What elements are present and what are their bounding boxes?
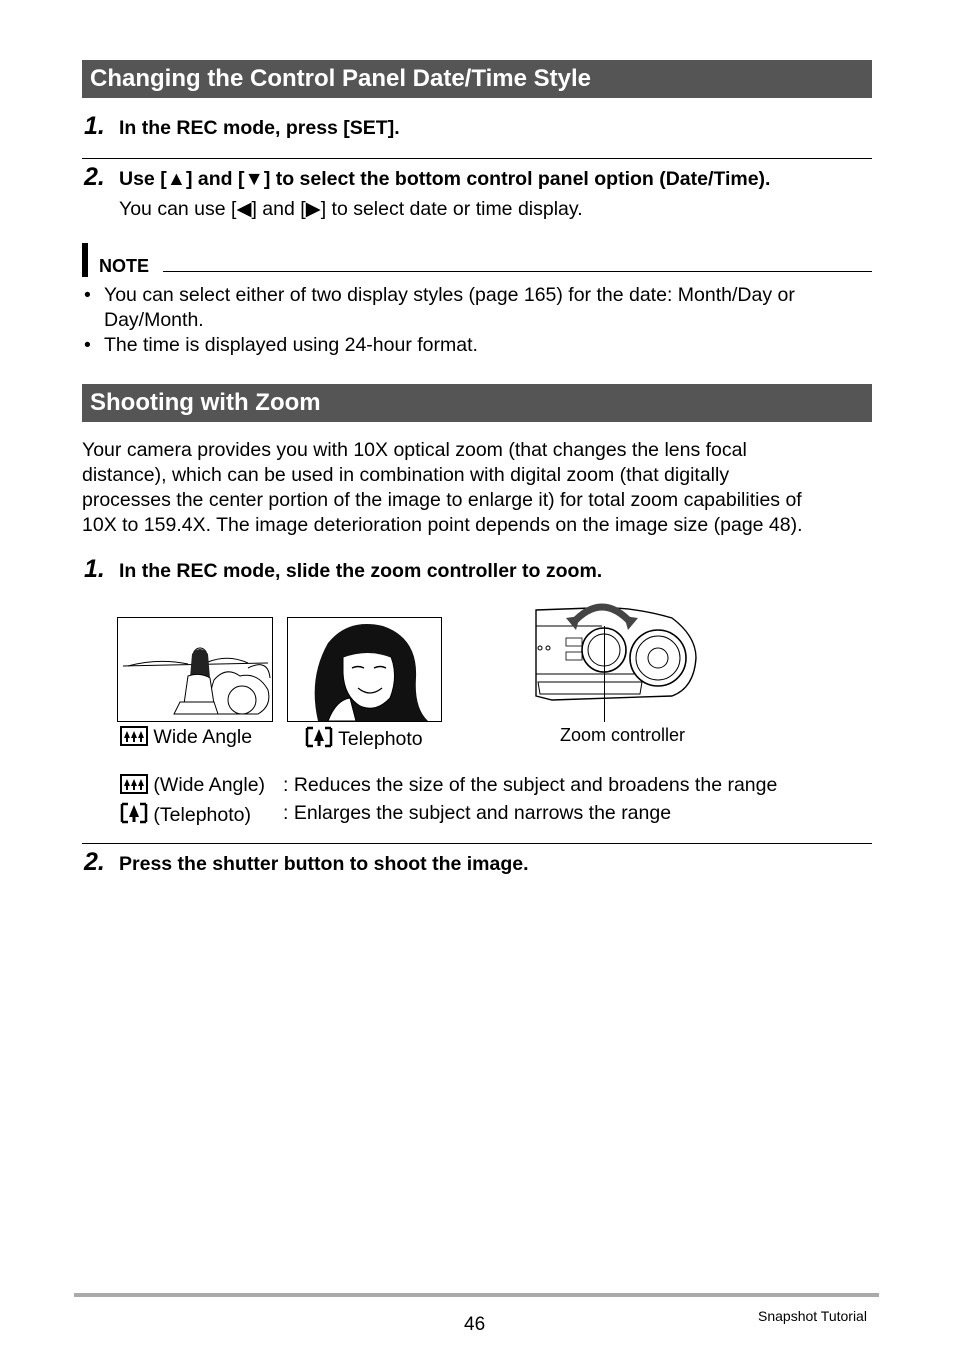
legend-telephoto: (Telephoto) xyxy=(120,802,251,827)
telephoto-portrait-icon xyxy=(288,618,441,721)
legend-wide-angle: (Wide Angle) xyxy=(120,774,265,797)
telephoto-icon xyxy=(305,726,333,748)
camera-top-icon xyxy=(532,596,700,704)
page-number: 46 xyxy=(464,1314,486,1335)
telephoto-caption: Telephoto xyxy=(305,726,423,751)
telephoto-illustration xyxy=(287,617,442,722)
wide-angle-caption: Wide Angle xyxy=(120,726,252,749)
wide-angle-icon xyxy=(120,774,148,794)
bullet-dot: • xyxy=(84,334,91,356)
footer-rule xyxy=(74,1293,879,1297)
step-subtext: You can use [◀] and [▶] to select date or time display. xyxy=(119,198,583,220)
wide-angle-illustration xyxy=(117,617,273,722)
down-arrow-icon: ▼ xyxy=(244,168,264,190)
step-number: 1. xyxy=(84,555,105,583)
step-text: Use [▲] and [▼] to select the bottom control panel option (Date/Time). xyxy=(119,168,771,190)
wide-angle-scene-icon xyxy=(118,618,272,721)
up-arrow-icon: ▲ xyxy=(166,168,186,190)
intro-line: distance), which can be used in combination with digital zoom (that digitally xyxy=(82,464,730,486)
right-arrow-icon: ▶ xyxy=(305,198,321,220)
wide-angle-icon xyxy=(120,726,148,746)
section-title-zoom: Shooting with Zoom xyxy=(82,384,872,422)
step-text: In the REC mode, slide the zoom controller to zoom. xyxy=(119,560,603,582)
step-number: 2. xyxy=(84,848,105,876)
note-item: The time is displayed using 24-hour format. xyxy=(104,334,478,356)
note-item: You can select either of two display styles (page 165) for the date: Month/Day or xyxy=(104,284,795,306)
intro-line: Your camera provides you with 10X optical zoom (that changes the lens focal xyxy=(82,439,747,461)
zoom-controller-caption: Zoom controller xyxy=(560,725,686,745)
step-divider xyxy=(82,158,872,159)
intro-line: 10X to 159.4X. The image deterioration point depends on the image size (page 48). xyxy=(82,514,803,536)
camera-illustration xyxy=(532,596,700,704)
telephoto-icon xyxy=(120,802,148,824)
step-divider xyxy=(82,843,872,844)
note-label: NOTE xyxy=(99,256,150,276)
intro-line: processes the center portion of the image to enlarge it) for total zoom capabilities of xyxy=(82,489,802,511)
legend-tele-desc: : Enlarges the subject and narrows the range xyxy=(283,802,672,824)
step-number: 1. xyxy=(84,112,105,140)
section-title-datetime: Changing the Control Panel Date/Time Style xyxy=(82,60,872,98)
bullet-dot: • xyxy=(84,284,91,306)
left-arrow-icon: ◀ xyxy=(236,198,252,220)
note-marker xyxy=(82,243,88,277)
step-text: Press the shutter button to shoot the image. xyxy=(119,853,529,875)
chapter-name: Snapshot Tutorial xyxy=(758,1308,867,1324)
step-number: 2. xyxy=(84,163,105,191)
note-rule xyxy=(163,271,872,272)
legend-wide-desc: : Reduces the size of the subject and broadens the range xyxy=(283,774,778,796)
note-item: Day/Month. xyxy=(104,309,204,331)
zoom-controller-leader-line xyxy=(604,626,605,722)
step-text: In the REC mode, press [SET]. xyxy=(119,117,400,139)
